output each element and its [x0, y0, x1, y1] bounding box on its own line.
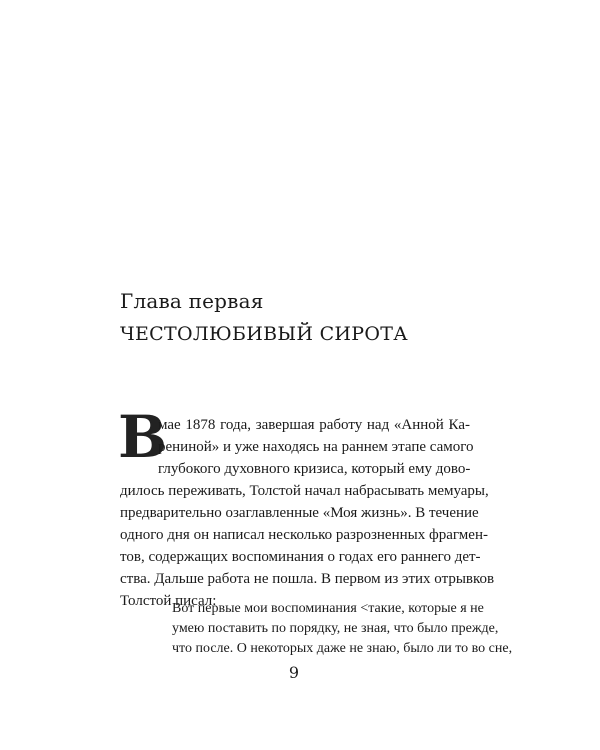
body-line-6: одного дня он написал несколько разрозненных фрагмен- — [120, 527, 488, 543]
body-line-1: мае 1878 года, завершая работу над «Анной Ка- — [158, 417, 470, 433]
drop-cap: В — [118, 403, 168, 471]
body-line-5: предварительно озаглавленные «Моя жизнь». В течение — [120, 505, 479, 521]
body-line-4: дилось переживать, Толстой начал набрасывать мемуары, — [120, 483, 489, 499]
chapter-label: Глава первая — [120, 289, 264, 313]
body-line-2: рениной» и уже находясь на раннем этапе самого — [158, 439, 474, 455]
quote-line-1: Вот первые мои воспоминания <такие, которые я не — [172, 601, 484, 616]
quote-line-3: что после. О некоторых даже не знаю, было ли то во сне, — [172, 641, 513, 656]
body-line-9: Толстой писал: — [120, 593, 217, 609]
quote-line-2: умею поставить по порядку, не зная, что было прежде, — [172, 621, 499, 636]
chapter-title: ЧЕСТОЛЮБИВЫЙ СИРОТА — [120, 323, 408, 345]
body-line-3: глубокого духовного кризиса, который ему дово- — [158, 461, 471, 477]
body-line-8: ства. Дальше работа не пошла. В первом из этих отрывков — [120, 571, 495, 587]
page-number: 9 — [288, 663, 300, 682]
body-line-7: тов, содержащих воспоминания о годах его раннего дет- — [120, 549, 481, 565]
